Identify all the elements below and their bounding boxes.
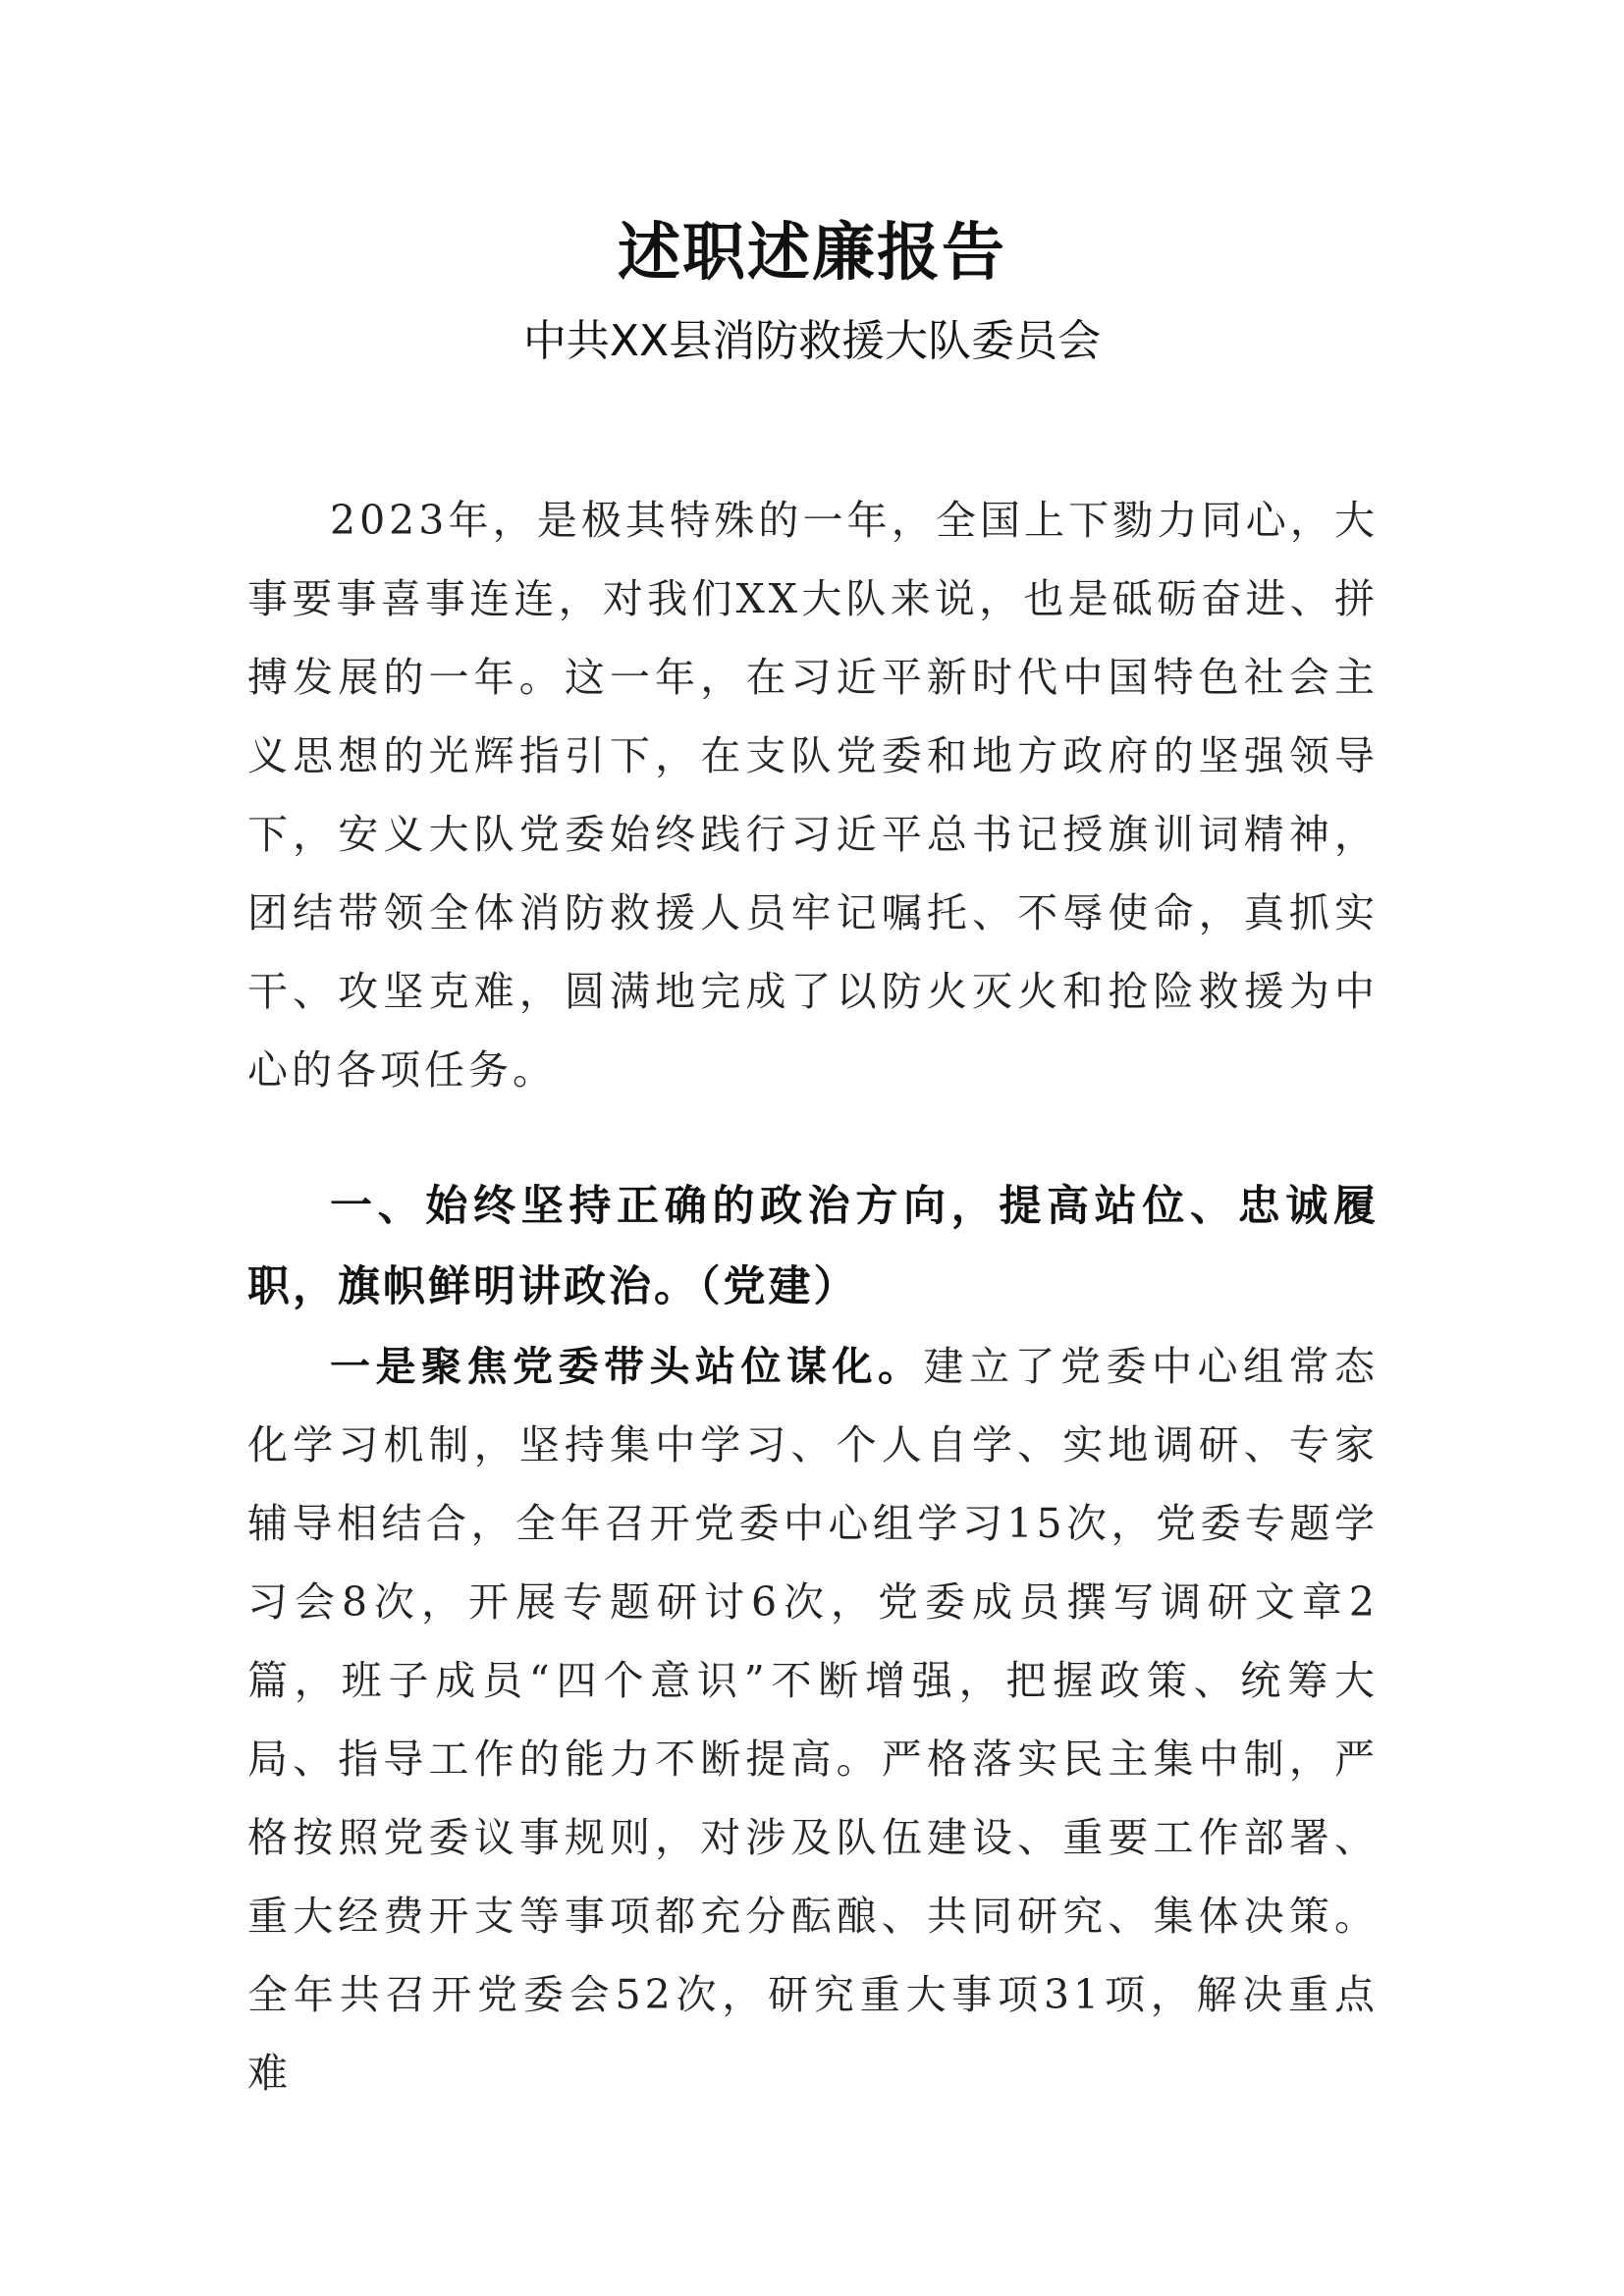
point-1-text: 建立了党委中心组常态化学习机制，坚持集中学习、个人自学、实地调研、专家辅导相结合，全年召开党委中心组学习15次，党委专题学习会8次，开展专题研讨6次，党委成员撰写调研文章2篇，班子成员“四个意识”不断增强，把握政策、统筹大局、指导工作的能力不断提高。严格落实民主集中制，严格按照党委议事规则，对涉及队伍建设、重要工作部署、重大经费开支等事项都充分酝酿、共同研究、集体决策。全年共召开党委会52次，研究重大事项31项，解决重点难: [247, 1343, 1379, 2097]
document-subtitle: 中共XX县消防救援大队委员会: [522, 316, 1102, 366]
document-title: 述职述廉报告: [618, 216, 1006, 290]
point-1-lead: 一是聚焦党委带头站位谋化。: [330, 1343, 924, 1390]
intro-paragraph: 2023年，是极其特殊的一年，全国上下勠力同心，大事要事喜事连连，对我们XX大队来说，也是砥砺奋进、拼搏发展的一年。这一年，在习近平新时代中国特色社会主义思想的光辉指引下，在支队党委和地方政府的坚强领导下，安义大队党委始终践行习近平总书记授旗训词精神，团结带领全体消防救援人员牢记嘱托、不辱使命，真抓实干、攻坚克难，圆满地完成了以防火灭火和抢险救援为中心的各项任务。: [247, 497, 1379, 1094]
point-1-paragraph: [247, 1327, 1379, 2112]
section-heading-1: 一、始终坚持正确的政治方向，提高站位、忠诚履职，旗帜鲜明讲政治。（党建）: [247, 1182, 1379, 1311]
